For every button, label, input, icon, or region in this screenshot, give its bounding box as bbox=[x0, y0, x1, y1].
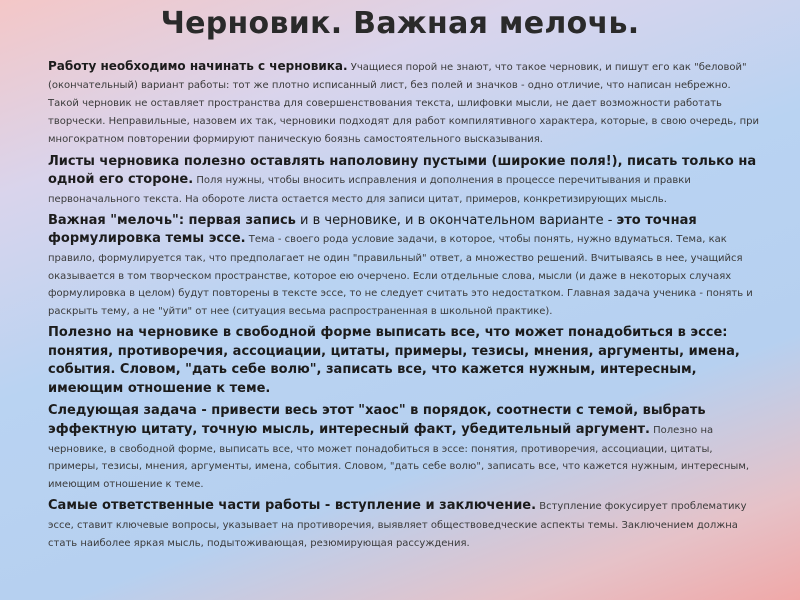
paragraph-lead: Важная "мелочь": первая запись bbox=[48, 212, 296, 228]
paragraph-draft-start bbox=[48, 56, 760, 146]
paragraph-half-empty-sheets bbox=[48, 151, 760, 206]
paragraph-order-chaos bbox=[48, 400, 760, 491]
paragraph-lead: Листы черновика полезно оставлять наполовину пустыми (широкие поля!), писать только на одной его стороне. bbox=[48, 153, 757, 188]
paragraph-lead: Полезно на черновике в свободной форме выписать все, что может понадобиться в эссе: понятия, противоречия, ассоциации, цитаты, примеры, тезисы, мнения, аргументы, имена, события. Словом, "дать себе волю", записать все, что кажется нужным, интересным, имеющим отношение к теме. bbox=[48, 325, 740, 396]
paragraph-body: Тема - своего рода условие задачи, в которое, чтобы понять, нужно вдуматься. Тема, как правило, формулируется так, что предполагает не один "правильный" ответ, а множество решений. Вчитываясь в нее, учащийся оказывается в том творческом пространстве, которое ею очерчено. Если отдельные слова, мысли (и даже в некоторых случаях формулировка в целом) будут повторены в тексте эссе, то не следует считать это недостатком. Главная задача ученика - понять и раскрыть тему, а не "уйти" от нее (ситуация весьма распространенная в школьной практике). bbox=[48, 234, 753, 318]
paragraph-intro-conclusion bbox=[48, 495, 760, 549]
paragraph-lead: Самые ответственные части работы - вступление и заключение. bbox=[48, 498, 537, 514]
paragraph-mid: и в черновике, и в окончательном варианте - bbox=[295, 212, 617, 228]
paragraph-first-record bbox=[48, 210, 760, 319]
paragraph-body: Поля нужны, чтобы вносить исправления и дополнения в процессе перечитывания и правки первоначального текста. На обороте листа остается место для записи цитат, примеров, конкретизирующих мысль. bbox=[48, 175, 691, 205]
paragraph-body: Вступление фокусирует проблематику эссе, ставит ключевые вопросы, указывает на противоречия, выявляет обществоведческие аспекты темы. Заключением должна стать наиболее яркая мысль, подытоживающая, резюмирующая рассуждения. bbox=[48, 501, 747, 549]
paragraph-body: Учащиеся порой не знают, что такое черновик, и пишут его как "беловой" (окончательный) вариант работы: тот же плотно исписанный лист, без полей и значков - одно отличие, что написан небрежно. Такой черновик не оставляет пространства для совершенствования текста, шлифовки мысли, не дает возможности работать творчески. Неправильные, назовем их так, черновики подходят для работ компилятивного характера, которые, в свою очередь, при многократном повторении формируют паническую боязнь самостоятельного высказывания. bbox=[48, 62, 759, 145]
paragraph-lead: Работу необходимо начинать с черновика. bbox=[48, 59, 348, 73]
paragraph-lead: Следующая задача - привести весь этот "хаос" в порядок, соотнести с темой, выбрать эффектную цитату, точную мысль, интересный факт, убедительный аргумент. bbox=[48, 403, 706, 437]
paragraph-lead-2: это точная формулировка темы эссе. bbox=[48, 212, 697, 247]
paragraph-body: Полезно на черновике, в свободной форме, выписать все, что может понадобиться в эссе: понятия, противоречия, ассоциации, цитаты, примеры, тезисы, мнения, аргументы, имена, события. Словом, "дать себе волю", записать все, что кажется нужным, интересным, имеющим отношение к теме. bbox=[48, 424, 750, 491]
paragraph-free-form bbox=[48, 322, 760, 396]
slide-content bbox=[48, 56, 760, 554]
slide-title: Черновик. Важная мелочь. bbox=[160, 6, 640, 41]
